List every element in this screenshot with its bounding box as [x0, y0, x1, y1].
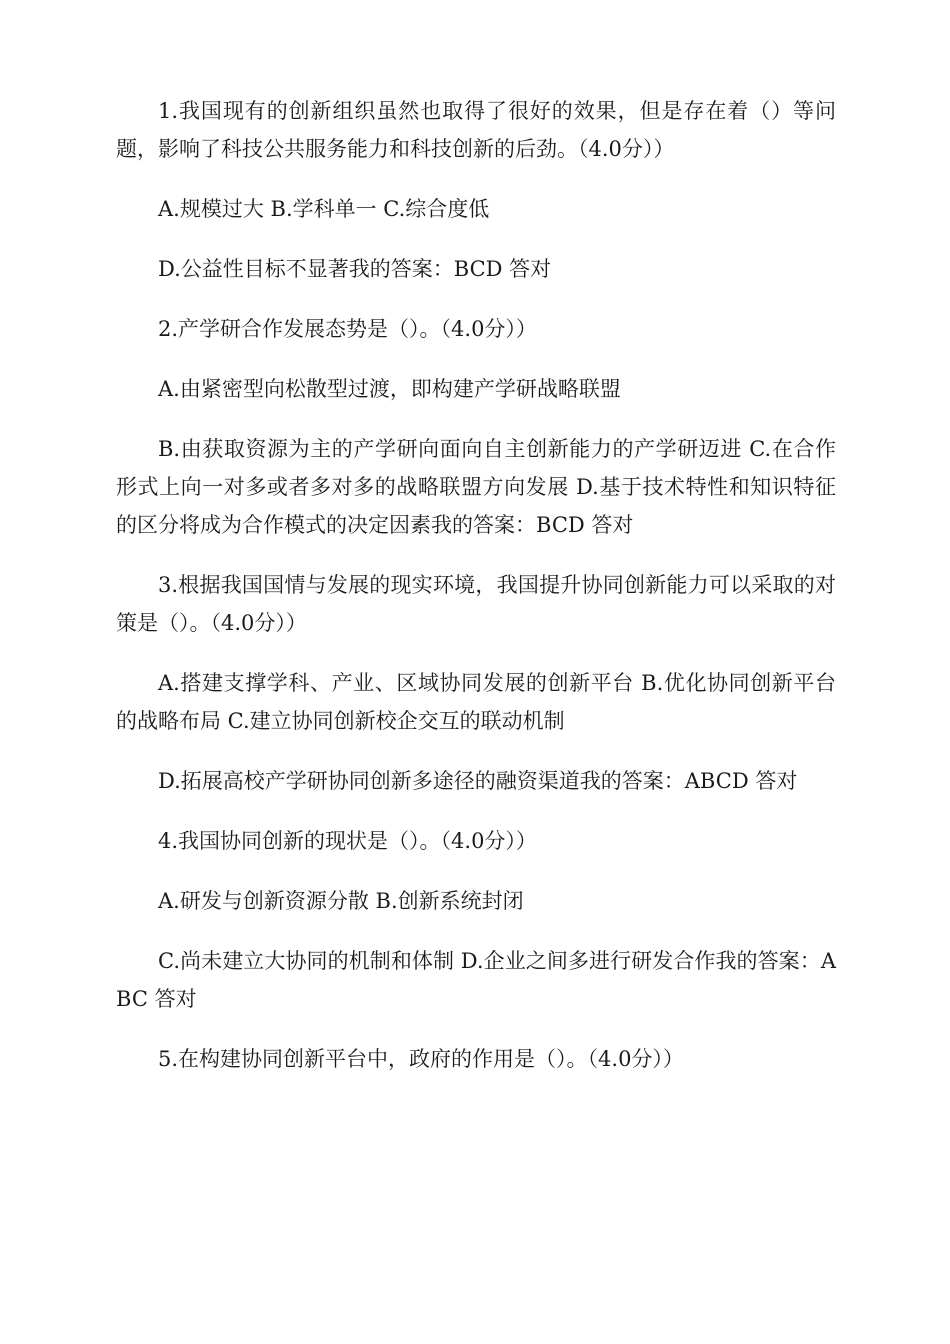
question-1-stem: 1.我国现有的创新组织虽然也取得了很好的效果，但是存在着（）等问题，影响了科技公共服务能力和科技创新的后劲。（4.0分））	[116, 99, 836, 161]
question-3-options-abc: A.搭建支撑学科、产业、区域协同发展的创新平台 B.优化协同创新平台的战略布局 C.建立协同创新校企交互的联动机制	[116, 671, 836, 733]
question-4-options-ab: A.研发与创新资源分散 B.创新系统封闭	[158, 889, 524, 913]
question-5-stem: 5.在构建协同创新平台中，政府的作用是（）。（4.0分））	[158, 1047, 684, 1071]
question-3-stem: 3.根据我国国情与发展的现实环境，我国提升协同创新能力可以采取的对策是（）。（4.0分））	[116, 573, 836, 635]
question-3-option-d-answer: D.拓展高校产学研协同创新多途径的融资渠道我的答案：ABCD 答对	[158, 769, 798, 793]
question-2-options-bcd-answer: B.由获取资源为主的产学研向面向自主创新能力的产学研迈进 C.在合作形式上向一对多或者多对多的战略联盟方向发展 D.基于技术特性和知识特征的区分将成为合作模式的决定因素我的答案：BCD 答对	[116, 437, 836, 537]
question-2-option-a: A.由紧密型向松散型过渡，即构建产学研战略联盟	[158, 377, 621, 401]
document-page	[116, 92, 836, 1100]
question-4-stem: 4.我国协同创新的现状是（）。（4.0分））	[158, 829, 537, 853]
question-1-options-abc: A.规模过大 B.学科单一 C.综合度低	[158, 197, 490, 221]
question-1-option-d-answer: D.公益性目标不显著我的答案：BCD 答对	[158, 257, 552, 281]
question-2-stem: 2.产学研合作发展态势是（）。（4.0分））	[158, 317, 537, 341]
question-4-options-cd-answer: C.尚未建立大协同的机制和体制 D.企业之间多进行研发合作我的答案：ABC 答对	[116, 949, 836, 1011]
